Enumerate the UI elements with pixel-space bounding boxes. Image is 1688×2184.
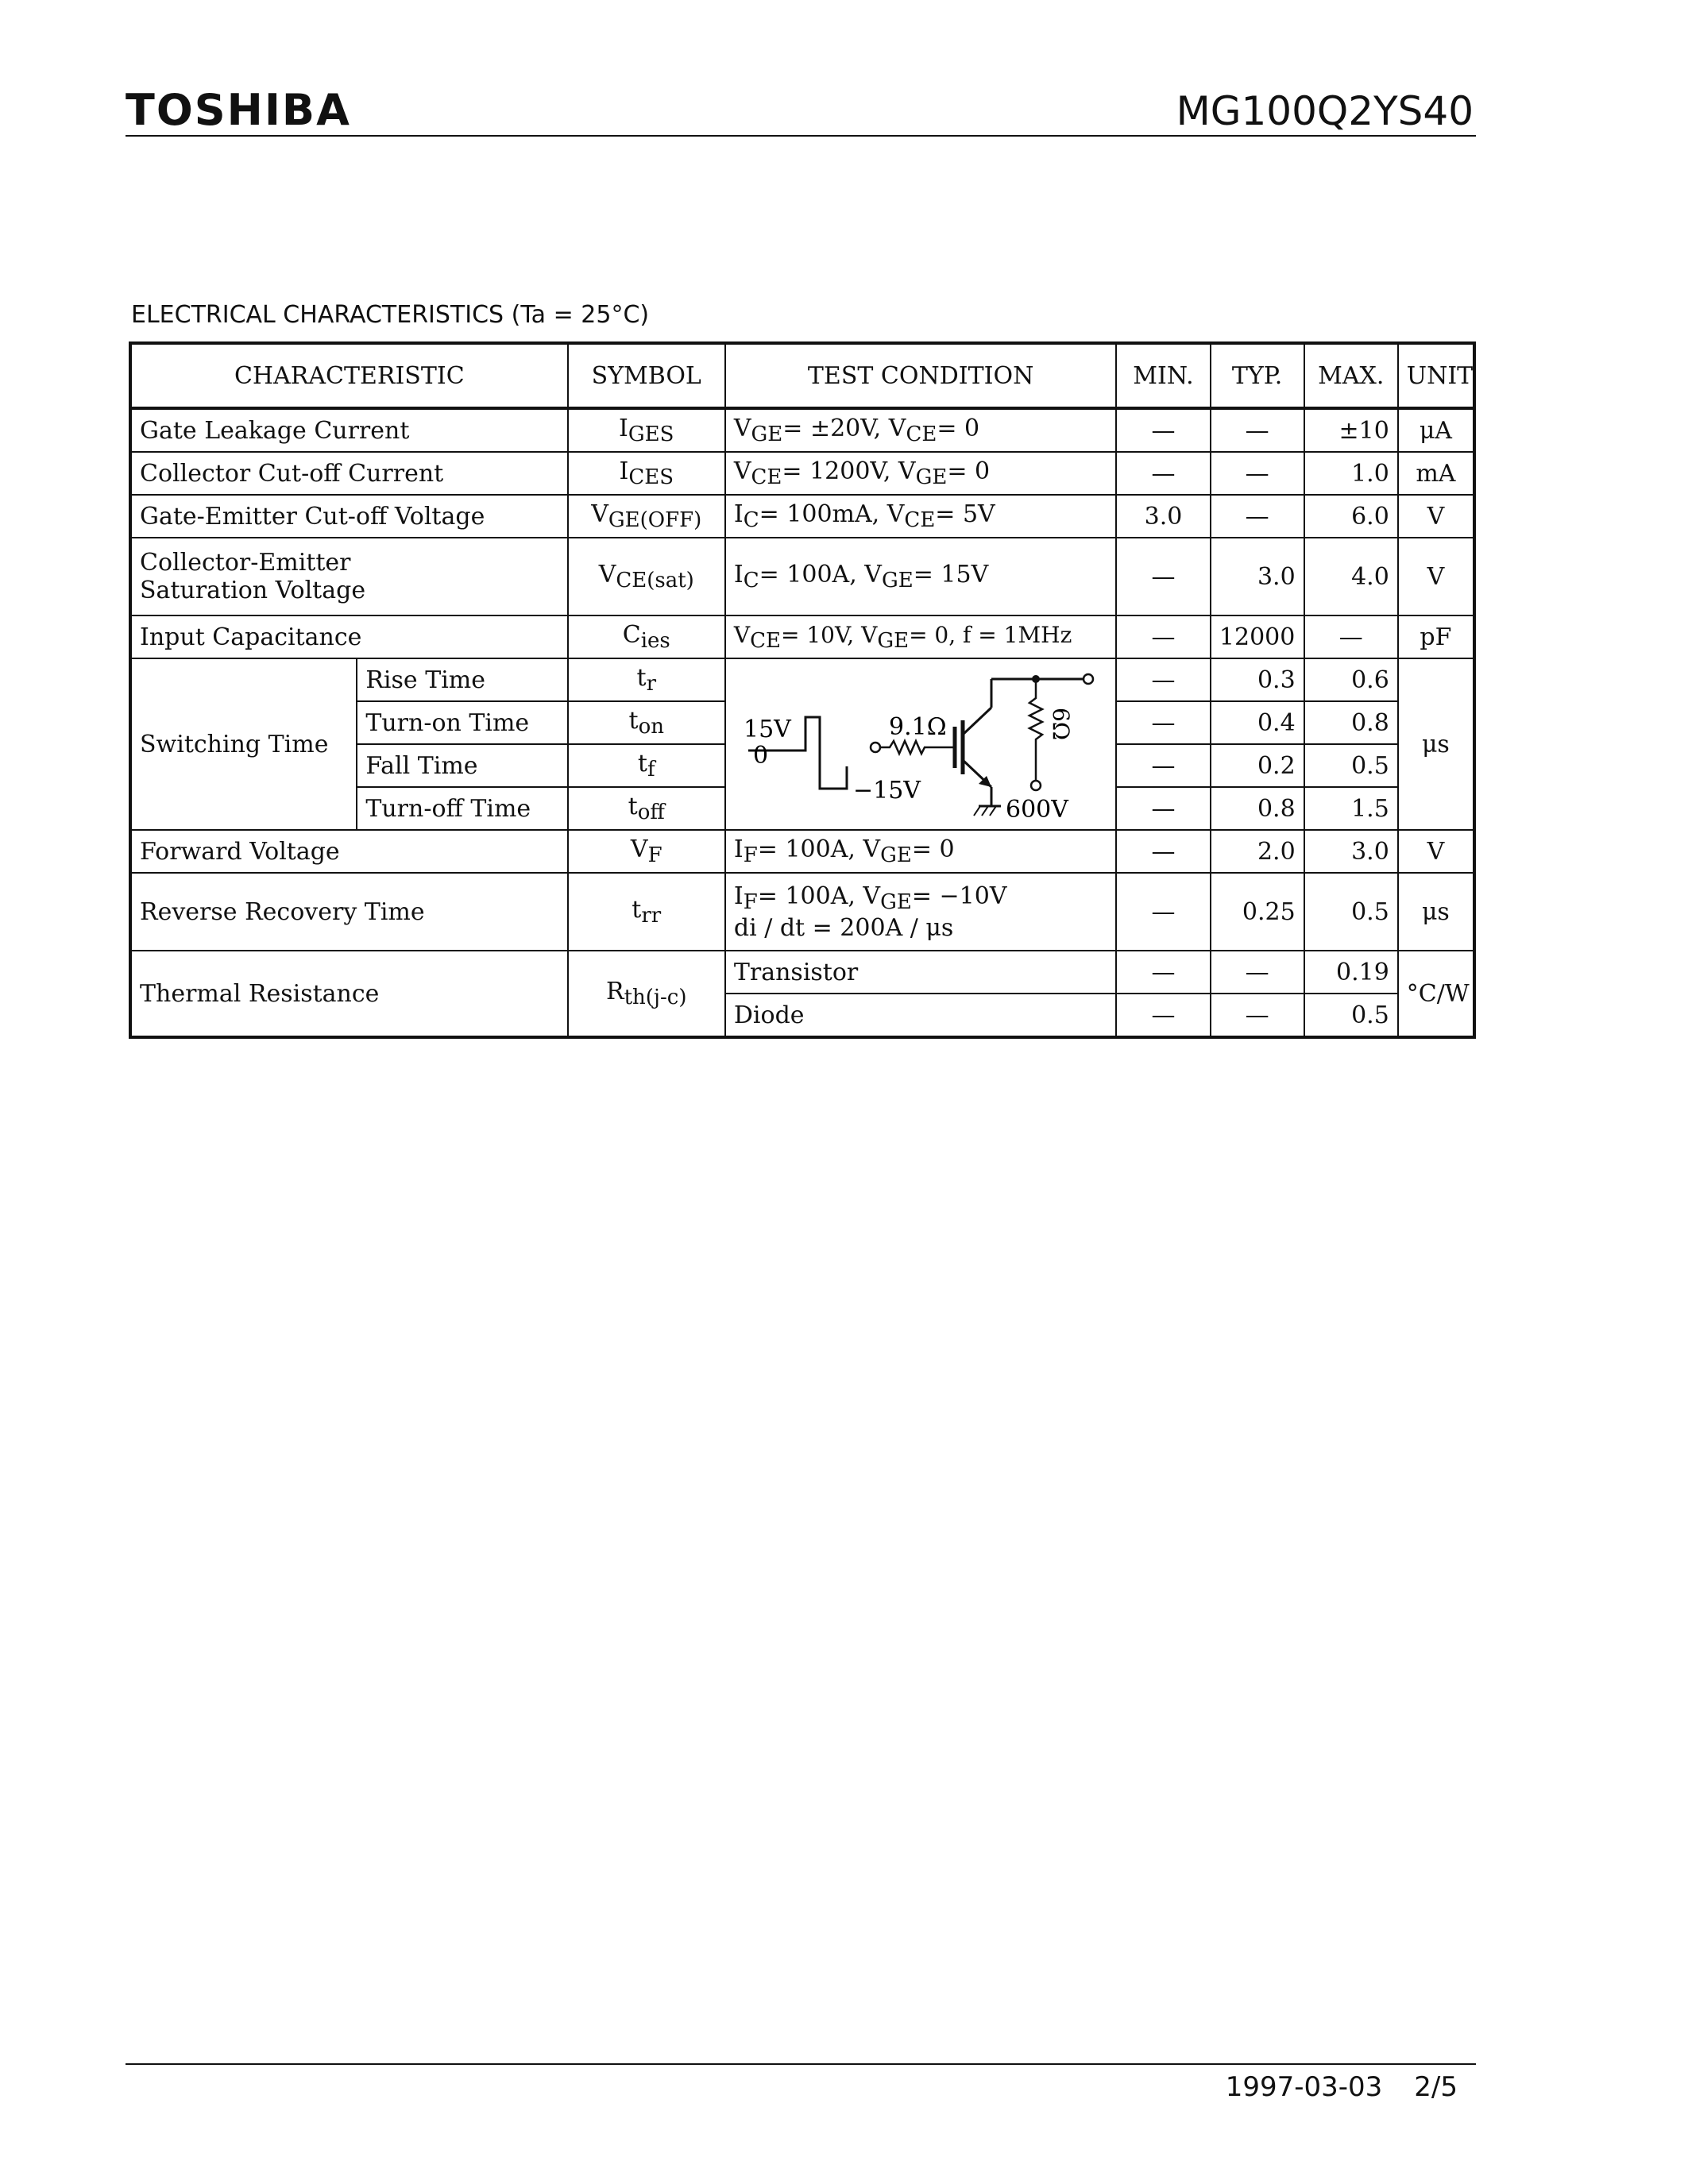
row-max: 4.0	[1304, 538, 1398, 615]
row-min: —	[1116, 787, 1210, 830]
row-max: 0.5	[1304, 873, 1398, 951]
row-characteristic: Gate-Emitter Cut-off Voltage	[130, 495, 568, 538]
row-characteristic: Collector-Emitter Saturation Voltage	[130, 538, 568, 615]
row-unit: V	[1398, 495, 1474, 538]
row-max: 3.0	[1304, 830, 1398, 873]
row-typ: —	[1211, 452, 1304, 495]
row-unit: V	[1398, 538, 1474, 615]
row-unit: mA	[1398, 452, 1474, 495]
row-min: —	[1116, 538, 1210, 615]
row-symbol: $V_{CE(sat)}$	[568, 538, 725, 615]
row-min: —	[1116, 408, 1210, 452]
row-characteristic: Forward Voltage	[130, 830, 568, 873]
row-typ: 3.0	[1211, 538, 1304, 615]
row-condition: $V_{CE}= 10V$, $V_{GE}= 0$, f = 1MHz	[725, 615, 1117, 658]
row-min: —	[1116, 951, 1210, 994]
switching-test-circuit	[725, 658, 1117, 830]
footer	[1194, 2071, 1458, 2103]
row-min: —	[1116, 452, 1210, 495]
table-row	[130, 830, 1474, 873]
pulse-high-label: 15V	[743, 716, 791, 743]
supply-voltage-label: 600V	[1005, 796, 1068, 824]
row-min: —	[1116, 658, 1210, 701]
row-symbol: $I_{GES}$	[568, 408, 725, 452]
row-min: 3.0	[1116, 495, 1210, 538]
row-characteristic: Collector Cut-off Current	[130, 452, 568, 495]
row-typ: 0.4	[1211, 701, 1304, 744]
table-row	[130, 951, 1474, 994]
table-row	[130, 452, 1474, 495]
row-subcharacteristic: Turn-off Time	[357, 787, 567, 830]
switching-circuit-diagram	[726, 662, 1114, 827]
row-symbol: $t_{off}$	[568, 787, 725, 830]
table-row	[130, 495, 1474, 538]
row-typ: 0.3	[1211, 658, 1304, 701]
load-resistor	[1029, 679, 1042, 781]
col-min: MIN.	[1116, 343, 1210, 408]
table-row	[130, 538, 1474, 615]
row-symbol: $t_f$	[568, 744, 725, 787]
row-max: 1.0	[1304, 452, 1398, 495]
row-max: —	[1304, 615, 1398, 658]
header-rule	[126, 135, 1476, 137]
row-condition: $I_F= 100A$, $V_{GE}= 0$	[725, 830, 1117, 873]
row-condition: $I_C= 100mA$, $V_{CE}= 5V$	[725, 495, 1117, 538]
table-row	[130, 873, 1474, 951]
row-max: 6.0	[1304, 495, 1398, 538]
row-max: 0.5	[1304, 744, 1398, 787]
row-unit: μs	[1398, 873, 1474, 951]
row-unit: pF	[1398, 615, 1474, 658]
table-row	[130, 615, 1474, 658]
row-max: ±10	[1304, 408, 1398, 452]
gate-resistor-label: 9.1Ω	[888, 713, 947, 741]
row-min: —	[1116, 615, 1210, 658]
row-symbol: $t_r$	[568, 658, 725, 701]
col-characteristic: CHARACTERISTIC	[130, 343, 568, 408]
row-min: —	[1116, 744, 1210, 787]
row-typ: —	[1211, 994, 1304, 1037]
load-resistor-label: 6Ω	[1047, 708, 1074, 741]
row-condition: Diode	[725, 994, 1117, 1037]
row-max: 0.8	[1304, 701, 1398, 744]
row-unit: V	[1398, 830, 1474, 873]
row-max: 1.5	[1304, 787, 1398, 830]
row-condition: $I_C= 100A$, $V_{GE}= 15V$	[725, 538, 1117, 615]
row-min: —	[1116, 701, 1210, 744]
gate-resistor	[880, 741, 955, 754]
col-typ: TYP.	[1211, 343, 1304, 408]
row-typ: —	[1211, 408, 1304, 452]
electrical-characteristics-table	[129, 341, 1476, 1039]
row-typ: —	[1211, 951, 1304, 994]
row-symbol: $V_{GE(OFF)}$	[568, 495, 725, 538]
switching-unit: μs	[1398, 658, 1474, 830]
row-min: —	[1116, 994, 1210, 1037]
row-min: —	[1116, 873, 1210, 951]
row-condition: Transistor	[725, 951, 1117, 994]
part-number: MG100Q2YS40	[1176, 88, 1474, 134]
row-condition: $V_{CE}= 1200V$, $V_{GE}= 0$	[725, 452, 1117, 495]
row-typ: 0.8	[1211, 787, 1304, 830]
row-typ: 0.25	[1211, 873, 1304, 951]
col-max: MAX.	[1304, 343, 1398, 408]
row-max: 0.5	[1304, 994, 1398, 1037]
table-header-row	[130, 343, 1474, 408]
table-row	[130, 658, 1474, 701]
row-typ: —	[1211, 495, 1304, 538]
row-max: 0.6	[1304, 658, 1398, 701]
row-condition: $I_F= 100A$, $V_{GE}= -10V$ di / dt = 200A / μs	[725, 873, 1117, 951]
row-characteristic: Thermal Resistance	[130, 951, 568, 1037]
footer-rule	[126, 2063, 1476, 2065]
pulse-low-label: −15V	[852, 777, 921, 805]
row-unit: μA	[1398, 408, 1474, 452]
row-characteristic: Gate Leakage Current	[130, 408, 568, 452]
section-title: ELECTRICAL CHARACTERISTICS (Ta = 25°C)	[131, 301, 650, 329]
row-symbol: $V_F$	[568, 830, 725, 873]
row-unit: °C/W	[1398, 951, 1474, 1037]
pulse-zero-label: 0	[752, 742, 768, 770]
row-subcharacteristic: Rise Time	[357, 658, 567, 701]
col-symbol: SYMBOL	[568, 343, 725, 408]
row-typ: 0.2	[1211, 744, 1304, 787]
footer-date: 1997-03-03	[1225, 2071, 1383, 2103]
row-symbol: $I_{CES}$	[568, 452, 725, 495]
col-test-condition: TEST CONDITION	[725, 343, 1117, 408]
row-characteristic: Reverse Recovery Time	[130, 873, 568, 951]
brand-logo: TOSHIBA	[126, 85, 351, 135]
row-symbol: $t_{on}$	[568, 701, 725, 744]
row-subcharacteristic: Fall Time	[357, 744, 567, 787]
row-typ: 12000	[1211, 615, 1304, 658]
row-condition: $V_{GE}= \pm 20V$, $V_{CE}= 0$	[725, 408, 1117, 452]
row-min: —	[1116, 830, 1210, 873]
switching-time-label: Switching Time	[130, 658, 357, 830]
col-unit: UNIT	[1398, 343, 1474, 408]
footer-page: 2/5	[1414, 2071, 1458, 2103]
table-row	[130, 408, 1474, 452]
row-symbol: $t_{rr}$	[568, 873, 725, 951]
row-typ: 2.0	[1211, 830, 1304, 873]
row-characteristic: Input Capacitance	[130, 615, 568, 658]
row-symbol: $C_{ies}$	[568, 615, 725, 658]
row-symbol: $R_{th(j-c)}$	[568, 951, 725, 1037]
row-max: 0.19	[1304, 951, 1398, 994]
row-subcharacteristic: Turn-on Time	[357, 701, 567, 744]
